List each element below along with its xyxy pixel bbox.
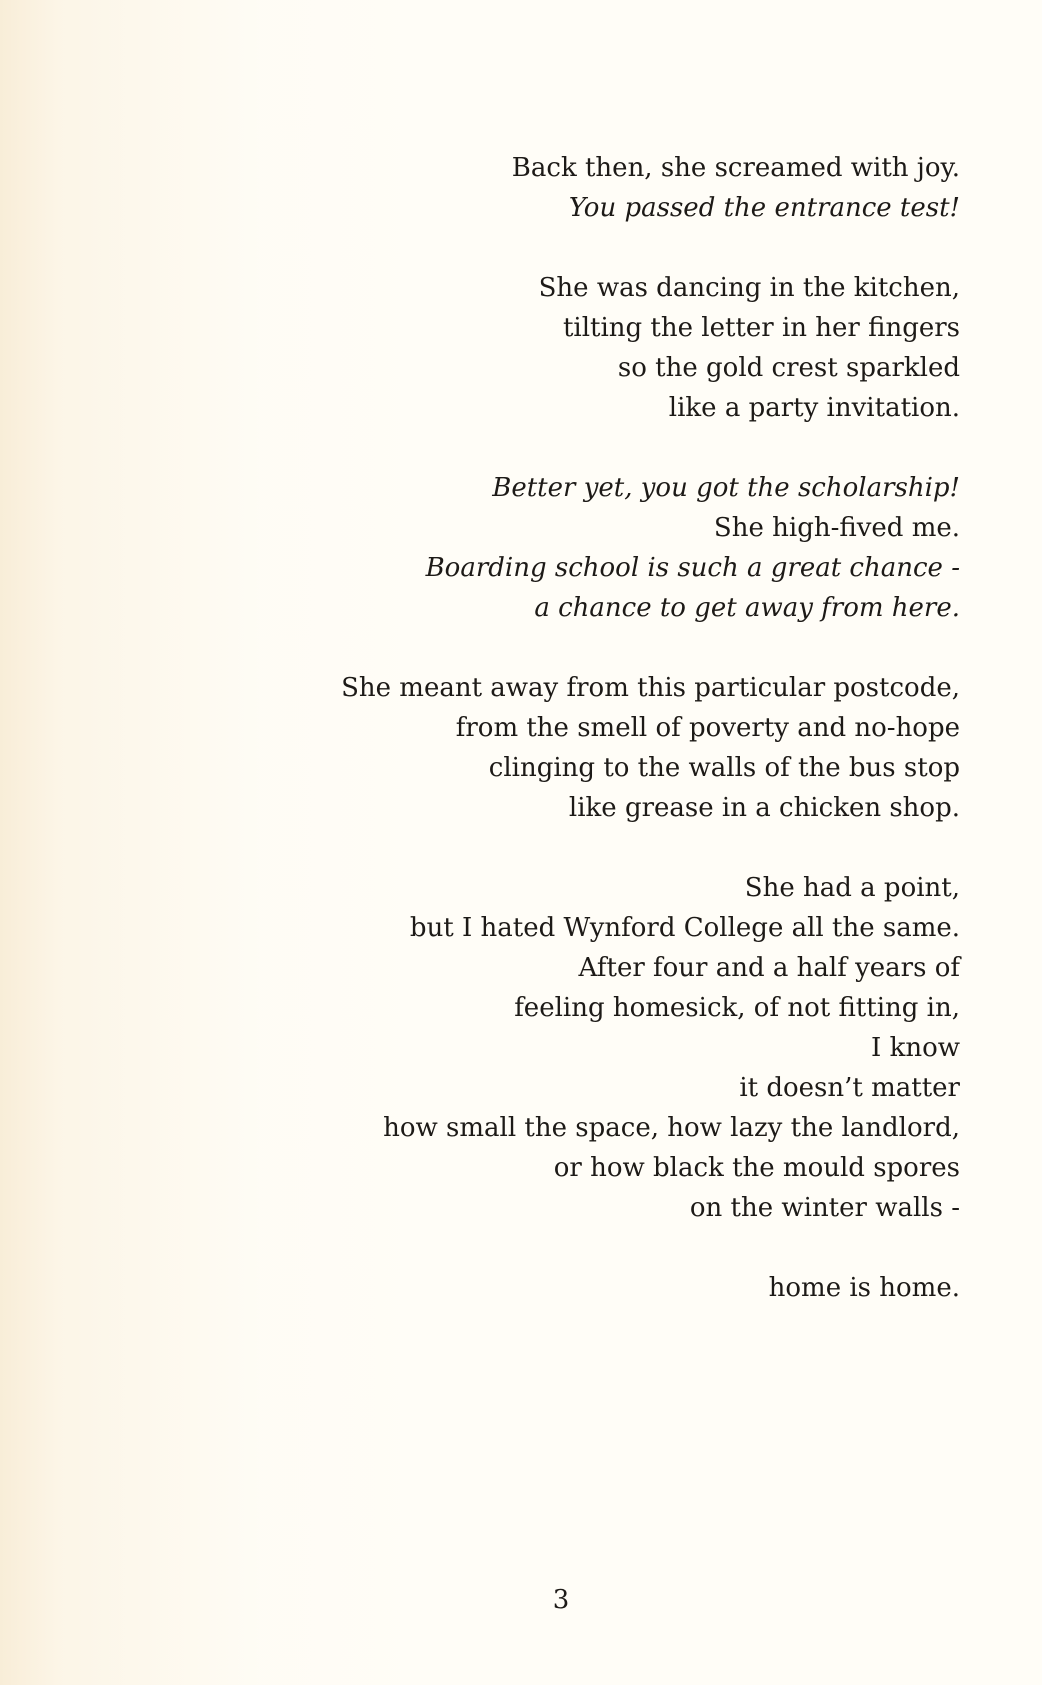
stanza: [200, 668, 960, 828]
stanza: [200, 268, 960, 428]
poem-line: so the gold crest sparkled: [617, 353, 960, 383]
poem-line: You passed the entrance test!: [568, 193, 960, 223]
page-number: 3: [552, 1585, 570, 1615]
poem-line: clinging to the walls of the bus stop: [488, 753, 960, 783]
poem-line: but I hated Wynford College all the same.: [409, 913, 960, 943]
poem-line: Back then, she screamed with joy.: [511, 153, 960, 183]
poem-line: like grease in a chicken shop.: [568, 793, 960, 823]
poem-line: it doesn’t matter: [739, 1073, 960, 1103]
stanza: [200, 148, 960, 228]
poem-line: She had a point,: [744, 873, 960, 903]
poem-line: tilting the letter in her fingers: [562, 313, 960, 343]
poem-line: or how black the mould spores: [553, 1153, 960, 1183]
poem-line: feeling homesick, of not fitting in,: [514, 993, 960, 1023]
poem-text: [200, 148, 960, 1348]
poem-line: like a party invitation.: [668, 393, 960, 423]
poem-line: I know: [871, 1033, 960, 1063]
poem-line: She meant away from this particular postcode,: [341, 673, 960, 703]
poem-line: home is home.: [768, 1273, 960, 1303]
poem-line: She high-fived me.: [713, 513, 960, 543]
poem-line: Better yet, you got the scholarship!: [492, 473, 960, 503]
poem-line: how small the space, how lazy the landlord,: [383, 1113, 960, 1143]
poem-line: After four and a half years of: [578, 953, 960, 983]
poem-line: on the winter walls -: [689, 1193, 960, 1223]
poem-line: Boarding school is such a great chance -: [425, 553, 960, 583]
stanza: [200, 1268, 960, 1308]
poem-line: from the smell of poverty and no-hope: [455, 713, 960, 743]
poem-line: a chance to get away from here.: [534, 593, 960, 623]
poem-line: She was dancing in the kitchen,: [538, 273, 960, 303]
stanza: [200, 868, 960, 1228]
stanza: [200, 468, 960, 628]
